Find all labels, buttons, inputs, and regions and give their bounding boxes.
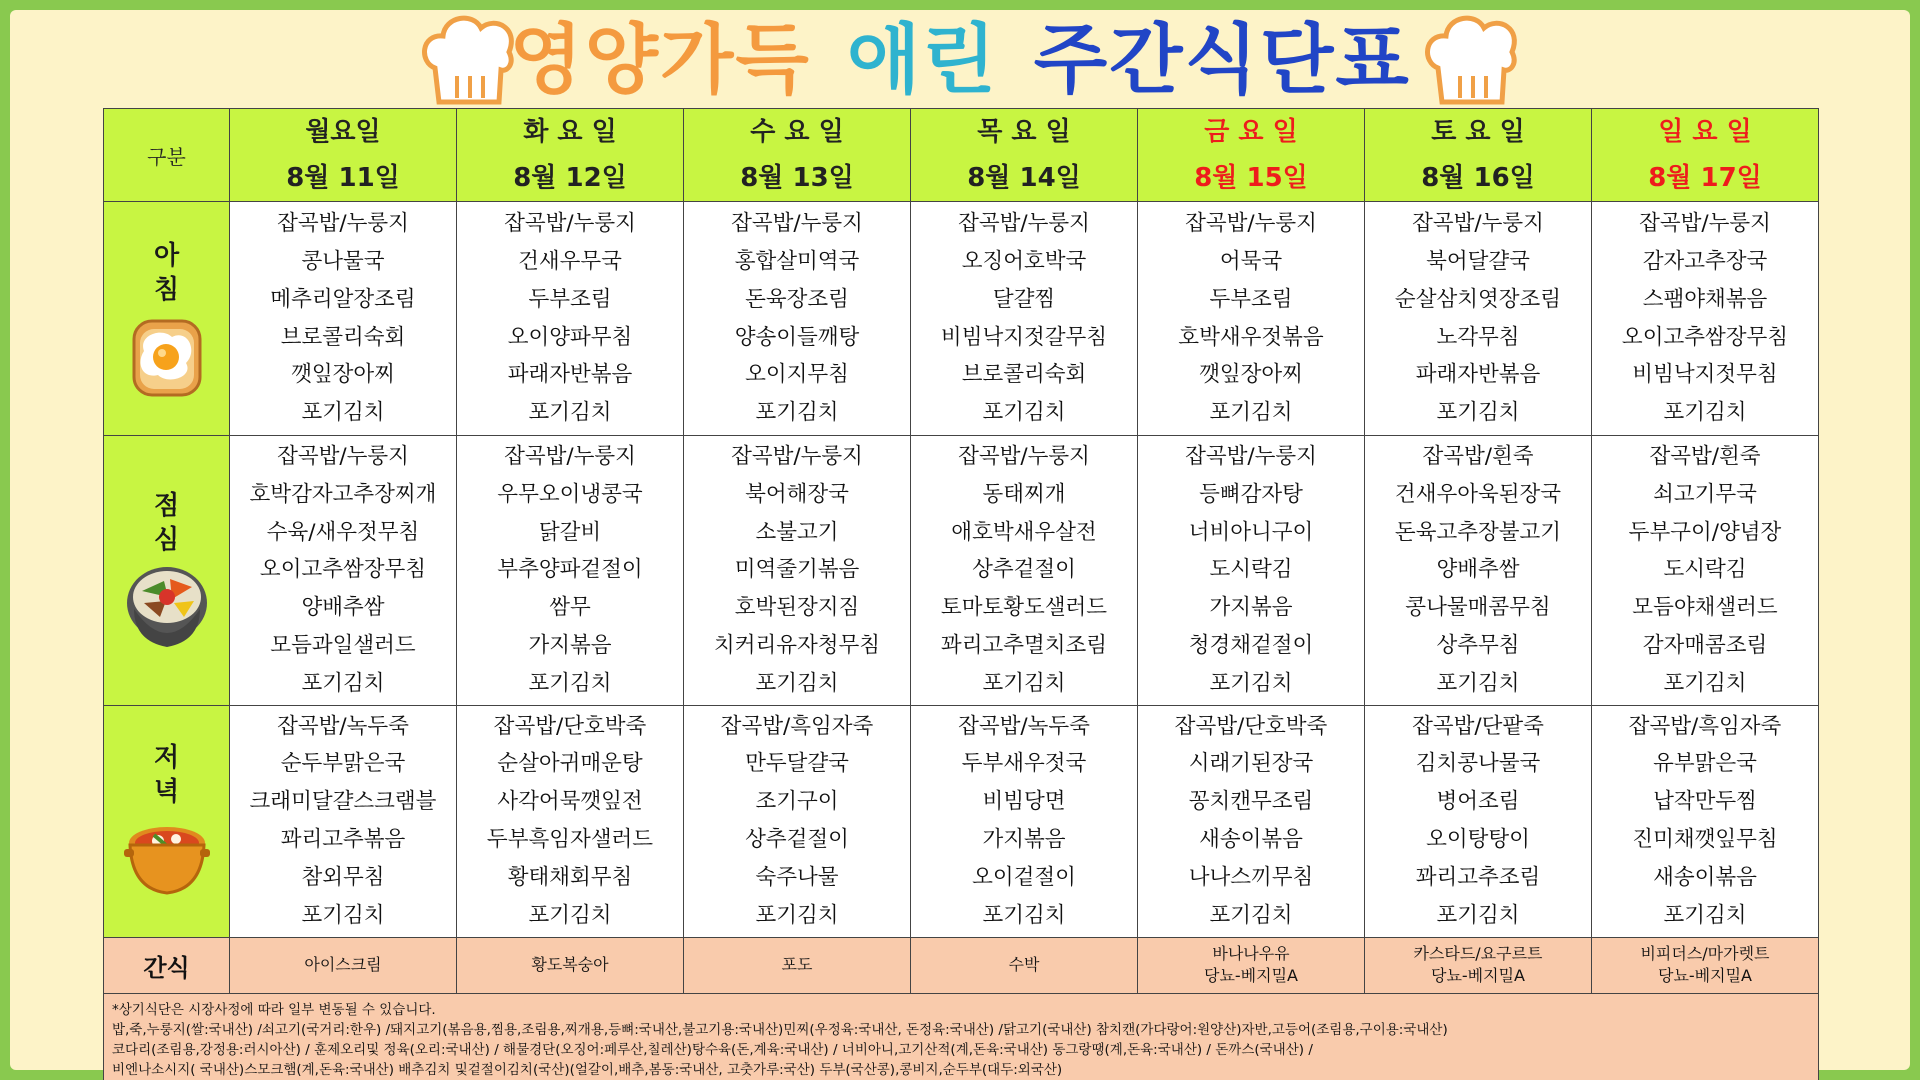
menu-item: 어묵국 (1219, 248, 1283, 274)
menu-item: 잡곡밥/누룽지 (1412, 211, 1544, 237)
page-title (0, 8, 1920, 112)
meal-label-char: 점 (153, 491, 180, 522)
title-part-3: 주간식단표 (1033, 15, 1411, 104)
menu-item: 순살아귀매운탕 (497, 751, 643, 777)
snack-item: 당뇨-베지밀A (1204, 966, 1298, 986)
menu-item: 너비아니구이 (1188, 519, 1314, 545)
menu-cell (1138, 202, 1365, 436)
day-date: 8월 15일 (1194, 163, 1308, 193)
menu-item: 두부조림 (528, 286, 612, 312)
menu-cell (911, 202, 1138, 436)
snack-cell (230, 937, 457, 993)
meal-label-char: 침 (153, 274, 180, 305)
snack-cell (1592, 937, 1819, 993)
snack-item: 비피더스/마가렛트 (1640, 944, 1770, 964)
menu-cell (1365, 705, 1592, 937)
menu-item: 애호박새우살전 (951, 519, 1097, 545)
menu-item: 호박된장지짐 (734, 595, 860, 621)
menu-item: 비빔낙지젓무침 (1632, 362, 1778, 388)
menu-item: 건새우아욱된장국 (1394, 481, 1562, 507)
day-header-fri (1138, 109, 1365, 202)
menu-item: 돈육장조림 (745, 286, 849, 312)
day-name: 금 요 일 (1204, 117, 1298, 147)
menu-item: 오징어호박국 (961, 248, 1087, 274)
snack-item: 당뇨-베지밀A (1658, 966, 1752, 986)
menu-item: 브로콜리숙회 (961, 362, 1087, 388)
day-name: 토 요 일 (1431, 117, 1525, 147)
day-name: 월요일 (305, 117, 381, 147)
note-line: *상기식단은 시장사정에 따라 일부 변동될 수 있습니다. (112, 1001, 436, 1018)
origin-notes (104, 993, 1819, 1080)
menu-item: 상추무침 (1436, 632, 1520, 658)
menu-item: 양송이들깨탕 (734, 324, 860, 350)
menu-cell (457, 202, 684, 436)
menu-item: 비빔당면 (982, 789, 1066, 815)
meal-row (104, 436, 1819, 706)
snack-cell (457, 937, 684, 993)
menu-item: 포기김치 (1663, 400, 1747, 426)
menu-cell (230, 202, 457, 436)
menu-item: 시래기된장국 (1188, 751, 1314, 777)
menu-item: 감자고추장국 (1642, 248, 1768, 274)
menu-item: 사각어묵깻잎전 (497, 789, 643, 815)
menu-cell (684, 705, 911, 937)
menu-item: 스팸야채볶음 (1642, 286, 1768, 312)
menu-item: 홍합살미역국 (734, 248, 860, 274)
menu-item: 토마토황도샐러드 (940, 595, 1108, 621)
menu-item: 호박새우젓볶음 (1178, 324, 1324, 350)
menu-item: 감자매콤조림 (1642, 632, 1768, 658)
meal-label (104, 705, 230, 937)
snack-item: 수박 (1008, 955, 1040, 975)
menu-item: 도시락김 (1663, 557, 1747, 583)
menu-item: 쌈무 (549, 595, 591, 621)
fried-egg-toast-icon (104, 311, 229, 399)
menu-item: 잡곡밥/누룽지 (277, 444, 409, 469)
menu-item: 잡곡밥/누룽지 (958, 211, 1090, 237)
menu-item: 포기김치 (1209, 902, 1293, 928)
menu-item: 포기김치 (301, 902, 385, 928)
menu-item: 잡곡밥/녹두죽 (958, 713, 1090, 739)
menu-cell (1592, 202, 1819, 436)
bibimbap-bowl-icon (104, 561, 229, 651)
day-name: 화 요 일 (523, 117, 617, 147)
menu-item: 북어달걀국 (1426, 248, 1530, 274)
menu-item: 상추겉절이 (745, 827, 849, 853)
weekly-menu-table (103, 108, 1819, 1080)
menu-item: 오이고추쌈장무침 (259, 557, 427, 583)
menu-item: 병어조림 (1436, 789, 1520, 815)
menu-item: 잡곡밥/단호박죽 (1174, 713, 1328, 739)
menu-item: 포기김치 (301, 400, 385, 426)
menu-item: 진미채깻잎무침 (1632, 827, 1778, 853)
day-header-tue (457, 109, 684, 202)
menu-item: 황태채회무침 (507, 864, 633, 890)
meal-row (104, 202, 1819, 436)
day-name: 수 요 일 (750, 117, 844, 147)
menu-item: 파래자반볶음 (1415, 362, 1541, 388)
menu-item: 양배추쌈 (301, 595, 385, 621)
snack-item: 포도 (781, 955, 813, 975)
menu-item: 두부흑임자샐러드 (486, 827, 654, 853)
menu-item: 잡곡밥/누룽지 (504, 444, 636, 469)
menu-item: 깻잎장아찌 (1199, 362, 1303, 388)
menu-item: 잡곡밥/누룽지 (958, 444, 1090, 469)
menu-item: 부추양파겉절이 (497, 557, 643, 583)
menu-item: 나나스끼무침 (1188, 864, 1314, 890)
menu-item: 잡곡밥/녹두죽 (277, 713, 409, 739)
menu-cell (230, 436, 457, 706)
menu-item: 유부맑은국 (1653, 751, 1757, 777)
menu-item: 잡곡밥/누룽지 (731, 444, 863, 469)
snack-cell (1365, 937, 1592, 993)
menu-item: 포기김치 (1436, 902, 1520, 928)
menu-item: 치커리유자청무침 (713, 632, 881, 658)
day-date: 8월 13일 (740, 163, 854, 193)
menu-item: 잡곡밥/누룽지 (731, 211, 863, 237)
menu-item: 콩나물매콤무침 (1405, 595, 1551, 621)
snack-item: 바나나우유 (1212, 944, 1290, 964)
menu-cell (911, 436, 1138, 706)
menu-item: 호박감자고추장찌개 (249, 481, 437, 507)
menu-item: 참외무침 (301, 864, 385, 890)
day-date: 8월 11일 (286, 163, 400, 193)
menu-cell (1592, 705, 1819, 937)
menu-item: 꽈리고추멸치조림 (940, 632, 1108, 658)
menu-item: 청경채겉절이 (1188, 632, 1314, 658)
note-line: 비엔나소시지( 국내산)스모크햄(계,돈육:국내산) 배추김치 및겉절이김치(국산)(얼갈이,배추,봄동:국내산, 고춧가루:국산) 두부(국산콩),콩비지,순두부(대두:외국산) (112, 1061, 1063, 1078)
menu-item: 숙주나물 (755, 864, 839, 890)
menu-cell (1365, 202, 1592, 436)
menu-item: 포기김치 (1663, 670, 1747, 696)
menu-item: 파래자반볶음 (507, 362, 633, 388)
day-name: 일 요 일 (1658, 117, 1752, 147)
menu-item: 두부조림 (1209, 286, 1293, 312)
menu-item: 포기김치 (1209, 670, 1293, 696)
menu-item: 납작만두찜 (1653, 789, 1757, 815)
menu-item: 만두달걀국 (745, 751, 849, 777)
menu-item: 포기김치 (1209, 400, 1293, 426)
day-date: 8월 17일 (1648, 163, 1762, 193)
day-header-sun (1592, 109, 1819, 202)
menu-item: 오이지무침 (745, 362, 849, 388)
corner-label: 구분 (104, 109, 230, 202)
menu-item: 꽈리고추볶음 (280, 827, 406, 853)
menu-item: 상추겉절이 (972, 557, 1076, 583)
menu-item: 가지볶음 (528, 632, 612, 658)
menu-item: 소불고기 (755, 519, 839, 545)
menu-cell (230, 705, 457, 937)
title-part-2: 애린 (846, 15, 998, 104)
menu-item: 꽈리고추조림 (1415, 864, 1541, 890)
menu-item: 포기김치 (528, 400, 612, 426)
menu-item: 미역줄기볶음 (734, 557, 860, 583)
menu-item: 돈육고추장불고기 (1394, 519, 1562, 545)
menu-item: 포기김치 (982, 902, 1066, 928)
menu-item: 크래미달걀스크램블 (249, 789, 437, 815)
menu-item: 깻잎장아찌 (291, 362, 395, 388)
menu-item: 가지볶음 (1209, 595, 1293, 621)
menu-item: 잡곡밥/누룽지 (1185, 211, 1317, 237)
menu-item: 잡곡밥/누룽지 (504, 211, 636, 237)
menu-item: 건새우무국 (518, 248, 622, 274)
menu-item: 잡곡밥/흑임자죽 (720, 713, 874, 739)
menu-item: 닭갈비 (538, 519, 602, 545)
menu-cell (1365, 436, 1592, 706)
menu-item: 두부새우젓국 (961, 751, 1087, 777)
day-header-sat (1365, 109, 1592, 202)
menu-item: 잡곡밥/누룽지 (277, 211, 409, 237)
menu-item: 잡곡밥/흰죽 (1649, 444, 1761, 469)
menu-item: 등뼈감자탕 (1199, 481, 1303, 507)
meal-label-char: 아 (153, 240, 180, 271)
menu-item: 잡곡밥/단팥죽 (1412, 713, 1544, 739)
notes-row (104, 993, 1819, 1080)
menu-item: 오이고추쌈장무침 (1621, 324, 1789, 350)
menu-cell (1138, 705, 1365, 937)
menu-item: 도시락김 (1209, 557, 1293, 583)
menu-cell (684, 202, 911, 436)
snack-row (104, 937, 1819, 993)
menu-item: 오이겉절이 (972, 864, 1076, 890)
menu-item: 순살삼치엿장조림 (1394, 286, 1562, 312)
header-row (104, 109, 1819, 202)
menu-item: 포기김치 (755, 400, 839, 426)
menu-item: 포기김치 (755, 902, 839, 928)
menu-item: 동태찌개 (982, 481, 1066, 507)
menu-item: 오이양파무침 (507, 324, 633, 350)
day-date: 8월 16일 (1421, 163, 1535, 193)
menu-item: 포기김치 (528, 670, 612, 696)
menu-cell (911, 705, 1138, 937)
snack-item: 당뇨-베지밀A (1431, 966, 1525, 986)
menu-item: 콩나물국 (301, 248, 385, 274)
meal-label-char: 저 (153, 743, 180, 774)
menu-item: 오이탕탕이 (1426, 827, 1530, 853)
menu-item: 포기김치 (982, 670, 1066, 696)
meal-label-char: 녁 (153, 777, 180, 808)
day-name: 목 요 일 (977, 117, 1071, 147)
snack-label: 간식 (104, 937, 230, 993)
menu-item: 양배추쌈 (1436, 557, 1520, 583)
snack-item: 아이스크림 (304, 955, 382, 975)
menu-item: 잡곡밥/누룽지 (1639, 211, 1771, 237)
menu-item: 잡곡밥/누룽지 (1185, 444, 1317, 469)
menu-cell (457, 436, 684, 706)
day-date: 8월 14일 (967, 163, 1081, 193)
menu-item: 포기김치 (1663, 902, 1747, 928)
menu-item: 포기김치 (528, 902, 612, 928)
menu-item: 메추리알장조림 (270, 286, 416, 312)
meal-row (104, 705, 1819, 937)
meal-label-char: 심 (153, 525, 180, 556)
meal-label (104, 436, 230, 706)
menu-cell (1138, 436, 1365, 706)
snack-item: 카스타드/요구르트 (1413, 944, 1543, 964)
menu-item: 잡곡밥/흰죽 (1422, 444, 1534, 469)
menu-item: 가지볶음 (982, 827, 1066, 853)
stew-pot-icon (104, 813, 229, 901)
menu-item: 포기김치 (755, 670, 839, 696)
snack-item: 황도복숭아 (531, 955, 609, 975)
day-date: 8월 12일 (513, 163, 627, 193)
day-header-thu (911, 109, 1138, 202)
menu-item: 잡곡밥/흑임자죽 (1628, 713, 1782, 739)
menu-item: 포기김치 (982, 400, 1066, 426)
menu-cell (684, 436, 911, 706)
menu-item: 새송이볶음 (1653, 864, 1757, 890)
menu-item: 두부구이/양념장 (1628, 519, 1782, 545)
menu-item: 북어해장국 (745, 481, 849, 507)
menu-item: 김치콩나물국 (1415, 751, 1541, 777)
menu-item: 조기구이 (755, 789, 839, 815)
note-line: 코다리(조림용,강정용:러시아산) / 훈제오리및 정육(오리:국내산) / 해물경단(오징어:페루산,칠레산)탕수육(돈,계육:국내산) / 너비아니,고기산적(계,돈육:국내산) 동그랑땡(계,돈육:국내산) / 돈까스(국내산) / (112, 1041, 1313, 1058)
menu-item: 포기김치 (301, 670, 385, 696)
snack-cell (684, 937, 911, 993)
menu-item: 순두부맑은국 (280, 751, 406, 777)
snack-cell (911, 937, 1138, 993)
menu-item: 쇠고기무국 (1653, 481, 1757, 507)
menu-item: 꽁치캔무조림 (1188, 789, 1314, 815)
meal-label (104, 202, 230, 436)
menu-item: 비빔낙지젓갈무침 (940, 324, 1108, 350)
day-header-mon (230, 109, 457, 202)
title-part-1: 영양가득 (509, 15, 811, 104)
menu-item: 모듬야채샐러드 (1632, 595, 1778, 621)
menu-item: 노각무침 (1436, 324, 1520, 350)
menu-item: 달걀찜 (992, 286, 1056, 312)
day-header-wed (684, 109, 911, 202)
menu-item: 수육/새우젓무침 (266, 519, 420, 545)
menu-item: 잡곡밥/단호박죽 (493, 713, 647, 739)
menu-cell (457, 705, 684, 937)
menu-item: 모듬과일샐러드 (270, 632, 416, 658)
menu-item: 포기김치 (1436, 400, 1520, 426)
note-line: 밥,죽,누룽지(쌀:국내산) /쇠고기(국거리:한우) /돼지고기(볶음용,찜용,조림용,찌개용,등뼈:국내산,불고기용:국내산)민찌(우정육:국내산, 돈정육:국내산) /닭고기(국내산) 참치캔(가다랑어:원양산)자반,고등어(조림용,구이용:국내산) (112, 1021, 1448, 1038)
menu-item: 새송이볶음 (1199, 827, 1303, 853)
menu-item: 우무오이냉콩국 (497, 481, 643, 507)
menu-item: 포기김치 (1436, 670, 1520, 696)
menu-item: 브로콜리숙회 (280, 324, 406, 350)
menu-cell (1592, 436, 1819, 706)
snack-cell (1138, 937, 1365, 993)
